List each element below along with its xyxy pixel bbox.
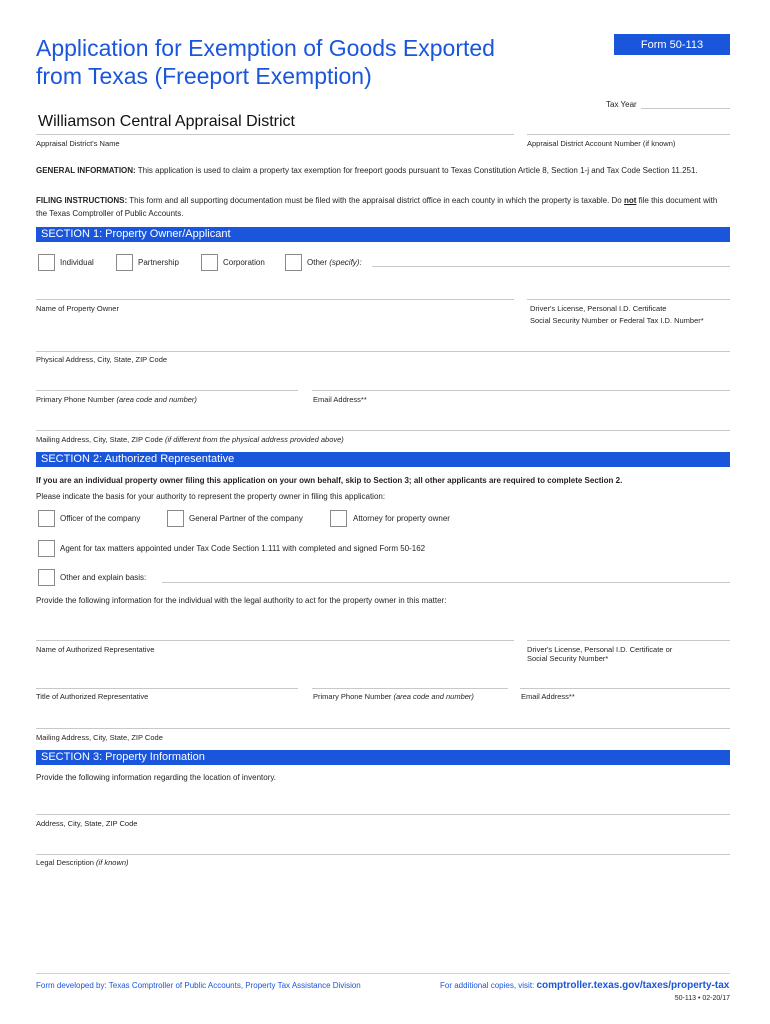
agent-label: Agent for tax matters appointed under Tax Code Section 1.111 with completed and signed Form 50-162: [60, 544, 426, 553]
physical-address-line[interactable]: [36, 351, 730, 352]
filing-text-before: This form and all supporting documentation must be filed with the appraisal district office in each county in which the property is taxable. Do: [127, 196, 624, 205]
other-label-text: Other: [307, 258, 330, 267]
footer-copies-link[interactable]: comptroller.texas.gov/taxes/property-tax: [536, 980, 730, 991]
individual-checkbox[interactable]: [38, 254, 55, 271]
general-information: [36, 164, 730, 177]
filing-instructions: [36, 194, 730, 220]
general-partner-label: General Partner of the company: [189, 514, 303, 523]
section1-header: SECTION 1: Property Owner/Applicant: [36, 227, 730, 242]
rep-id-label-line2: Social Security Number*: [527, 654, 609, 663]
partnership-checkbox[interactable]: [116, 254, 133, 271]
other-specify-line[interactable]: [372, 266, 730, 267]
partnership-label: Partnership: [138, 258, 179, 267]
owner-phone-line[interactable]: [36, 390, 298, 391]
other-basis-checkbox[interactable]: [38, 569, 55, 586]
footer-divider: [36, 973, 730, 974]
corporation-checkbox[interactable]: [201, 254, 218, 271]
owner-email-line[interactable]: [312, 390, 730, 391]
footer-form-code: 50-113 • 02-20/17: [674, 995, 730, 1002]
section2-basis-prompt: Please indicate the basis for your authority to represent the property owner in filing this application:: [36, 492, 386, 501]
rep-name-line[interactable]: [36, 640, 514, 641]
rep-phone-hint: (area code and number): [393, 692, 474, 701]
owner-id-line[interactable]: [527, 299, 730, 300]
owner-phone-text: Primary Phone Number: [36, 395, 117, 404]
tax-year-field[interactable]: [606, 99, 730, 109]
form-title: Application for Exemption of Goods Exported from Texas (Freeport Exemption): [36, 35, 495, 89]
footer-developed-by: Form developed by: Texas Comptroller of Public Accounts, Property Tax Assistance Division: [36, 981, 361, 990]
owner-id-label-line1: Driver's License, Personal I.D. Certificate: [530, 304, 667, 313]
agent-checkbox[interactable]: [38, 540, 55, 557]
attorney-label: Attorney for property owner: [353, 514, 450, 523]
other-label: [307, 258, 362, 268]
officer-label: Officer of the company: [60, 514, 141, 523]
officer-checkbox[interactable]: [38, 510, 55, 527]
rep-phone-text: Primary Phone Number: [313, 692, 394, 701]
rep-phone-line[interactable]: [312, 688, 508, 689]
owner-mailing-hint: (if different from the physical address provided above): [164, 435, 344, 444]
general-info-text: This application is used to claim a property tax exemption for freeport goods pursuant to Texas Constitution Article 8, Section 1-j and Tax Code Section 11.251.: [135, 166, 698, 175]
owner-email-label: Email Address**: [313, 395, 367, 404]
legal-description-text: Legal Description: [36, 858, 97, 867]
owner-name-line[interactable]: [36, 299, 514, 300]
section2-header: SECTION 2: Authorized Representative: [36, 452, 730, 467]
owner-id-label-line2: Social Security Number or Federal Tax I.D. Number*: [530, 316, 704, 325]
form-number-badge: Form 50-113: [614, 34, 730, 55]
district-name-label: Appraisal District's Name: [36, 139, 120, 148]
other-basis-line[interactable]: [162, 582, 730, 583]
section3-prompt: Provide the following information regarding the location of inventory.: [36, 773, 276, 782]
rep-name-label: Name of Authorized Representative: [36, 645, 155, 654]
filing-heading: FILING INSTRUCTIONS:: [36, 196, 128, 205]
legal-description-line[interactable]: [36, 854, 730, 855]
owner-mailing-text: Mailing Address, City, State, ZIP Code: [36, 435, 165, 444]
filing-emphasis: not: [623, 196, 637, 205]
rep-title-line[interactable]: [36, 688, 298, 689]
section2-provide-prompt: Provide the following information for the individual with the legal authority to act for the property owner in this matter:: [36, 596, 447, 605]
other-checkbox[interactable]: [285, 254, 302, 271]
account-number-label: Appraisal District Account Number (if known): [527, 139, 676, 148]
district-name-value[interactable]: Williamson Central Appraisal District: [38, 113, 295, 130]
legal-description-hint: (if known): [96, 858, 129, 867]
attorney-checkbox[interactable]: [330, 510, 347, 527]
inventory-address-line[interactable]: [36, 814, 730, 815]
general-info-heading: GENERAL INFORMATION:: [36, 166, 136, 175]
physical-address-label: Physical Address, City, State, ZIP Code: [36, 355, 168, 364]
section3-header: SECTION 3: Property Information: [36, 750, 730, 765]
account-number-line[interactable]: [527, 134, 730, 135]
owner-mailing-line[interactable]: [36, 430, 730, 431]
general-partner-checkbox[interactable]: [167, 510, 184, 527]
tax-year-label: Tax Year: [606, 100, 637, 109]
rep-id-line[interactable]: [527, 640, 730, 641]
filing-text-after: file this document with the Texas Comptroller of Public Accounts.: [36, 196, 718, 218]
district-name-line: [36, 134, 514, 135]
rep-email-label: Email Address**: [521, 692, 575, 701]
corporation-label: Corporation: [223, 258, 265, 267]
footer-copies: [440, 980, 729, 991]
rep-email-line[interactable]: [520, 688, 730, 689]
section2-bold-note: If you are an individual property owner filing this application on your own behalf, skip to Section 3; all other applicants are required to complete Section 2.: [36, 476, 623, 485]
tax-year-line: [641, 99, 730, 109]
footer-copies-prefix: For additional copies, visit:: [440, 981, 537, 990]
owner-phone-hint: (area code and number): [116, 395, 197, 404]
owner-phone-label: [36, 395, 197, 405]
rep-title-label: Title of Authorized Representative: [36, 692, 149, 701]
inventory-address-label: Address, City, State, ZIP Code: [36, 819, 138, 828]
rep-mailing-line[interactable]: [36, 728, 730, 729]
rep-id-label-line1: Driver's License, Personal I.D. Certificate or: [527, 645, 673, 654]
other-specify-hint: (specify):: [329, 258, 362, 267]
legal-description-label: [36, 858, 129, 868]
individual-label: Individual: [60, 258, 94, 267]
owner-name-label: Name of Property Owner: [36, 304, 119, 313]
rep-mailing-label: Mailing Address, City, State, ZIP Code: [36, 733, 163, 742]
other-basis-label: Other and explain basis:: [60, 573, 147, 582]
owner-mailing-label: [36, 435, 344, 445]
rep-phone-label: [313, 692, 474, 702]
